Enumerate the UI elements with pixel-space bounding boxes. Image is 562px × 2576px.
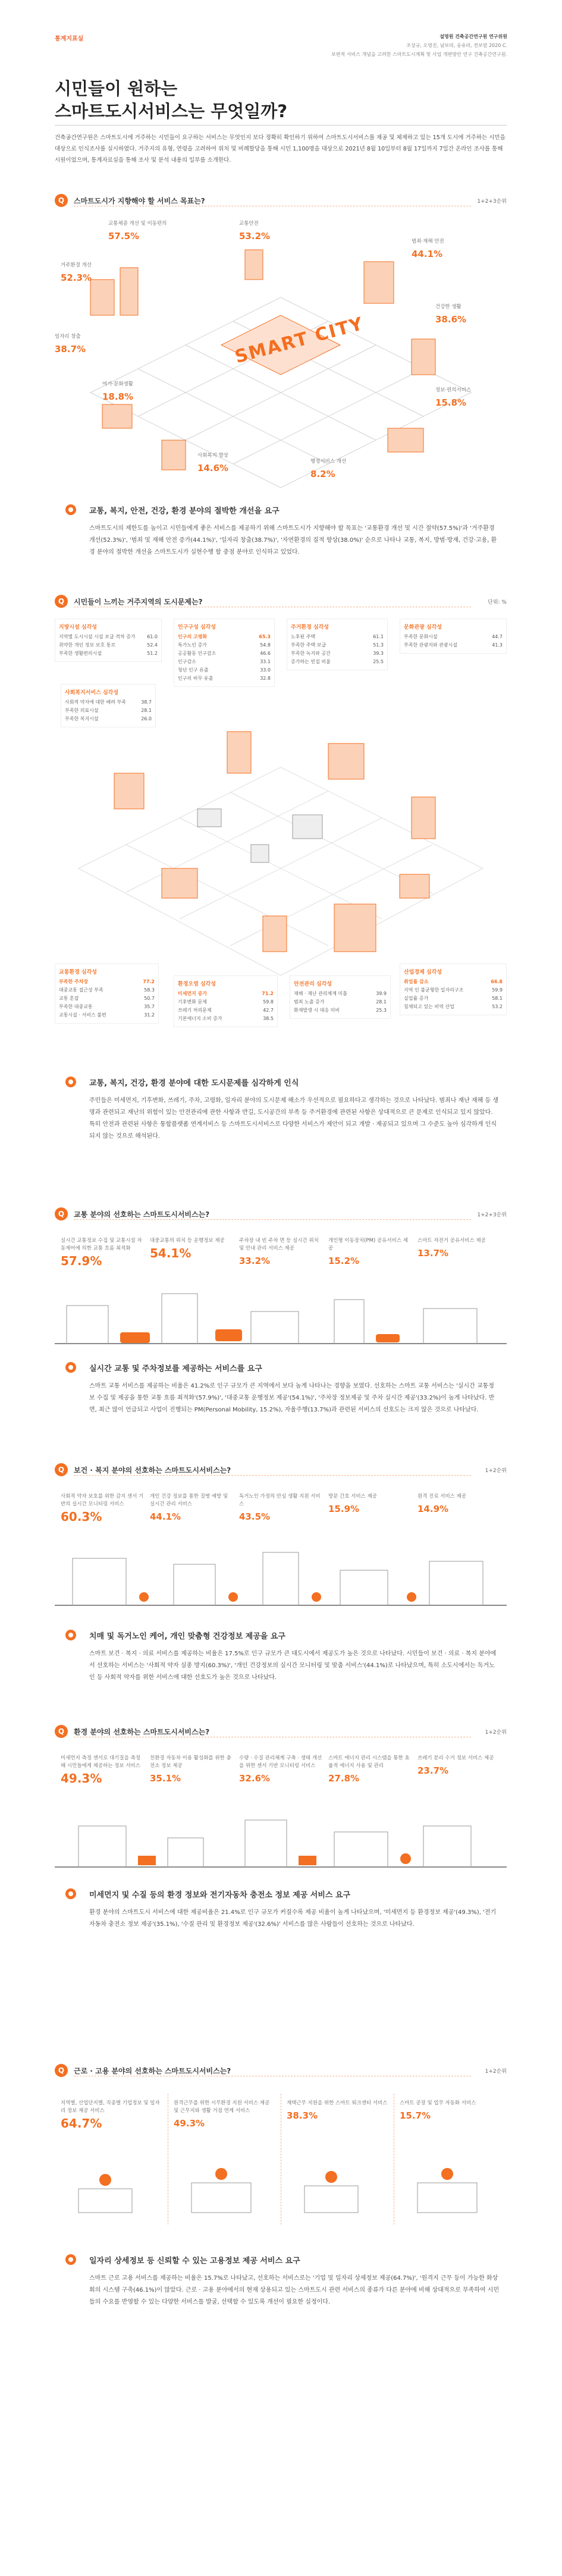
title-line-2: 스마트도시서비스는 무엇일까? <box>55 101 288 121</box>
section-bullet-icon <box>65 1077 76 1087</box>
pref-label: 사회적 약자 보호를 위한 감지 센서 기반의 실시간 모니터링 서비스 <box>61 1493 144 1507</box>
pref-label: 개인 건강 정보를 통한 질병 예방 및 실시간 관리 서비스 <box>150 1493 228 1507</box>
section-bullet-icon <box>65 1888 76 1899</box>
row-value: 50.7 <box>144 996 155 1001</box>
question-text: 스마트도시가 지향해야 할 서비스 목표는? <box>74 197 205 205</box>
section-heading <box>89 1077 500 1088</box>
q-icon: Q <box>55 194 68 207</box>
section-heading <box>89 504 500 516</box>
pref-value: 38.3% <box>287 2110 318 2121</box>
row-value: 26.0 <box>141 716 152 721</box>
heading-text: 미세먼지 및 수질 등의 환경 정보와 전기자동차 충전소 정보 제공 서비스 요구 <box>89 1891 351 1900</box>
health-scene <box>55 1487 507 1606</box>
pref-label: 스마트 자전거 공유서비스 제공 <box>417 1238 486 1244</box>
pref-label: 지역별, 산업단지별, 직종별 기업정보 및 일자리 정보 제공 서비스 <box>61 2100 160 2114</box>
pref-label: 재택근무 지원을 위한 스마트 워크센터 서비스 <box>287 2100 388 2106</box>
pref-item <box>61 1237 144 1269</box>
row-value: 25.5 <box>373 659 384 664</box>
row-label: 부족한 주택 보급 <box>291 642 326 648</box>
row-value: 59.8 <box>263 999 274 1005</box>
card-heading: 산업경제 심각성 <box>404 969 442 975</box>
row-value: 39.3 <box>373 651 384 656</box>
row-label: 부족한 관광지와 관광시설 <box>404 642 458 648</box>
card-row <box>59 633 158 641</box>
environment-scene <box>55 1749 507 1868</box>
row-value: 35.7 <box>144 1004 155 1009</box>
card-heading: 주거환경 심각성 <box>291 625 329 630</box>
section-3 <box>89 1362 500 1416</box>
row-label: 인구의 고령화 <box>178 634 208 639</box>
health-illustration <box>55 1546 507 1606</box>
pref-label: 독거노인 가정의 안심 생활 지원 서비스 <box>239 1493 321 1507</box>
lead-paragraph: 건축공간연구원은 스마트도시에 거주하는 시민들이 요구하는 서비스는 무엇인지 보다 정확히 확인하기 위하여 스마트도시서비스를 제공 및 체제하고 있는 15개 도시에 거주하는 시민을 대상으로 인식조사를 실시하였다. 거주지의 유형, 연령을 고려하여 위치 및 비례할당을 통해 시민 1,100명을 대상으로 2021년 8월 10일부터 8월 17일까지 7일간 온라인 조사를 통해 시원이었으며, 통계자료실을 통해 조사 및 분석 내용의 일부를 소개한다. <box>55 134 506 164</box>
row-value: 32.8 <box>260 676 271 681</box>
card-row <box>59 978 155 986</box>
pref-value: 14.9% <box>417 1504 449 1514</box>
row-value: 42.7 <box>263 1008 274 1013</box>
pref-item <box>150 1493 233 1525</box>
card-row <box>178 990 274 998</box>
row-value: 39.9 <box>376 991 387 996</box>
section-heading <box>89 2254 500 2266</box>
goal-value: 57.5% <box>108 231 140 241</box>
card-row <box>59 986 155 994</box>
row-label: 청년 인구 유출 <box>178 667 209 673</box>
problem-card <box>290 975 391 1019</box>
pref-value: 57.9% <box>61 1254 102 1268</box>
card-row <box>291 633 384 641</box>
row-value: 28.1 <box>141 708 152 713</box>
pref-item <box>61 2100 162 2132</box>
question-text: 환경 분야의 선호하는 스마트도시서비스는? <box>74 1728 210 1736</box>
goal-item <box>435 387 471 411</box>
dashed-line <box>74 1475 471 1476</box>
card-heading: 사회복지서비스 심각성 <box>65 690 119 696</box>
goal-item <box>435 303 466 328</box>
pref-label: 친환경 자동차 이용 활성화를 위한 충전소 정보 제공 <box>150 1755 231 1769</box>
pref-item <box>287 2100 388 2124</box>
row-label: 특가노인 증가 <box>178 642 207 648</box>
row-label: 사회적 약자에 대한 배려 부족 <box>65 699 126 705</box>
section-1 <box>89 504 500 559</box>
row-label: 부족한 주차장 <box>59 979 89 984</box>
heading-text: 교통, 복지, 안전, 건강, 환경 분야의 절박한 개선을 요구 <box>89 507 280 516</box>
problem-card <box>61 684 156 727</box>
question-note: 1+2순위 <box>485 1468 507 1474</box>
row-value: 51.2 <box>147 651 158 656</box>
question-note: 1+2+3순위 <box>477 199 507 205</box>
problem-card <box>55 964 159 1024</box>
question-text: 교통 분야의 선호하는 스마트도시서비스는? <box>74 1210 210 1219</box>
row-label: 기후변화 문제 <box>178 999 207 1005</box>
row-value: 53.2 <box>492 1004 503 1009</box>
goal-value: 18.8% <box>102 391 134 402</box>
row-label: 증가하는 빈집 비율 <box>291 659 331 664</box>
goal-label: 일자리 창출 <box>55 334 81 340</box>
pref-value: 49.3% <box>174 2118 205 2129</box>
row-label: 화재발생 시 대응 미비 <box>294 1008 340 1013</box>
card-heading: 환경오염 심각성 <box>178 981 216 987</box>
goal-item <box>197 452 228 476</box>
row-value: 25.3 <box>376 1008 387 1013</box>
row-value: 58.3 <box>144 987 155 993</box>
problem-card <box>400 964 507 1015</box>
pref-item <box>417 1493 501 1517</box>
card-row <box>291 650 384 658</box>
pref-value: 23.7% <box>417 1765 449 1776</box>
section-heading <box>89 1362 500 1373</box>
goal-label: 여가·문화생활 <box>102 381 133 387</box>
goal-value: 8.2% <box>310 469 335 479</box>
row-value: 52.4 <box>147 642 158 648</box>
card-heading: 문화관광 심각성 <box>404 625 442 630</box>
row-label: 인구의 비무 유출 <box>178 676 214 681</box>
row-label: 대중교통 접근성 부족 <box>59 987 103 993</box>
question-note: 1+2순위 <box>485 2069 507 2075</box>
card-row <box>294 990 387 998</box>
office-illustration <box>55 2159 507 2224</box>
urban-problems-illustration <box>55 619 507 1047</box>
row-label: 실업률 증가 <box>404 996 429 1001</box>
pref-item <box>150 1237 233 1262</box>
pref-value: 33.2% <box>239 1256 271 1266</box>
goal-value: 38.7% <box>55 344 86 354</box>
pref-item <box>174 2100 275 2132</box>
row-label: 부족한 문화시설 <box>404 634 438 639</box>
row-value: 31.2 <box>144 1012 155 1018</box>
card-row <box>404 1003 503 1011</box>
row-label: 교통시설 · 서비스 불편 <box>59 1012 106 1018</box>
goal-value: 14.6% <box>197 463 229 473</box>
row-value: 54.8 <box>260 642 271 648</box>
row-value: 46.6 <box>260 651 271 656</box>
goal-label: 거주환경 개선 <box>61 262 92 268</box>
goal-item <box>412 238 444 262</box>
goal-item <box>102 381 133 405</box>
section-body: 주민들은 미세먼지, 기후변화, 쓰레기, 주차, 고령화, 일자리 분야의 도시문제 해소가 우선적으로 필요하다고 생각하는 것으로 나타났다. 범죄나 재난 재해 등 생명과 관련되고 재난의 위험이 있는 안전관리에 관한 사항과 반길, 도시공간의 부족 등 주거환경에 관련된 사항은 상대적으로 큰 문제로 인식되고 있지 않았다. 특히 안전과 관련된 사항은 통합플랫폼 연계서비스 등 스마트도시서비스로 다양한 서비스가 제안이 되고 개발 · 제공되고 있으며 그 수준도 높아 심각하게 인식되지 않는 것으로 해석된다. <box>89 1097 499 1140</box>
pref-value: 15.2% <box>328 1256 360 1266</box>
environment-illustration <box>55 1808 507 1868</box>
row-label: 지역별 도시시설 시설 보급 격차 증가 <box>59 634 136 639</box>
goal-label: 정보·편의서비스 <box>435 387 472 393</box>
question-5 <box>55 1725 507 1738</box>
card-row <box>59 641 158 650</box>
section-2 <box>89 1077 500 1143</box>
row-value: 33.0 <box>260 667 271 673</box>
goal-value: 52.3% <box>61 272 92 283</box>
row-value: 71.2 <box>262 991 274 996</box>
question-text: 시민들이 느끼는 거주지역의 도시문제는? <box>74 598 203 606</box>
row-value: 33.1 <box>260 659 271 664</box>
pref-item <box>61 1755 144 1787</box>
pref-label: 수량 · 수질 관리체계 구축 · 생태 개선을 위한 센서 기반 모니터링 서비스 <box>239 1755 322 1769</box>
goal-value: 44.1% <box>412 249 443 259</box>
problem-card <box>55 619 162 662</box>
section-heading <box>89 1888 500 1900</box>
section-6 <box>89 2254 500 2308</box>
row-value: 51.3 <box>373 642 384 648</box>
row-label: 침체되고 있는 비역 산업 <box>404 1004 454 1009</box>
goal-value: 38.6% <box>435 314 467 325</box>
card-heading: 교통환경 심각성 <box>59 969 97 975</box>
goal-item <box>239 220 270 244</box>
goal-item <box>310 458 346 482</box>
card-row <box>178 674 271 683</box>
heading-text: 치매 및 독거노인 케어, 개인 맞춤형 건강정보 제공을 요구 <box>89 1632 285 1641</box>
q-icon: Q <box>55 1207 68 1220</box>
goal-label: 교통체증 개선 및 이동편의 <box>108 221 167 227</box>
pref-value: 15.9% <box>328 1504 360 1514</box>
card-row <box>65 698 152 707</box>
section-bullet-icon <box>65 2254 76 2265</box>
row-label: 미세먼지 증가 <box>178 991 208 996</box>
employment-scene <box>55 2094 507 2224</box>
section-body: 스마트 교통 서비스를 제공하는 비율은 41.2%로 인구 규모가 큰 지역에서 보다 높게 나타나는 경향을 보였다. 선호하는 스마트 교통 서비스는 '실시간 교통정보 수집 및 제공을 통한 교통 흐름 최적화'(57.9%)', '대중교통 운행정보 제공'(54.1%)', '주차장 정보제공 및 주차 실시간 제공'(33.2%)이 높게 나타났다. 반면, 최근 많이 언급되고 사업이 진행되는 PM(Personal Mobility, 15.2%), 자율주행(13.7%)과 관련된 서비스의 선호도는 크지 않은 것으로 나타났다. <box>89 1383 495 1413</box>
transport-scene <box>55 1231 507 1344</box>
problem-card <box>174 975 278 1027</box>
pref-label: 실시간 교통정보 수집 및 교통시설 자동제어에 의한 교통 흐름 최적화 <box>61 1238 142 1251</box>
row-label: 취약한 개인 정보 보호 통로 <box>59 642 116 648</box>
card-row <box>291 658 384 666</box>
pref-label: 대중교통의 위치 등 운행정보 제공 <box>150 1238 225 1244</box>
row-value: 38.5 <box>263 1016 274 1021</box>
author-info <box>293 32 507 59</box>
row-value: 61.1 <box>373 634 384 639</box>
pref-item <box>400 2100 501 2124</box>
card-row <box>404 978 503 986</box>
row-value: 28.1 <box>376 999 387 1005</box>
pref-item <box>239 1493 322 1525</box>
card-row <box>59 1003 155 1011</box>
section-4 <box>89 1630 500 1684</box>
card-row <box>294 1006 387 1015</box>
page-title <box>55 77 471 123</box>
card-row <box>65 715 152 723</box>
pref-value: 60.3% <box>61 1510 102 1524</box>
goal-item <box>55 333 86 357</box>
card-heading: 지방시설 심각성 <box>59 625 97 630</box>
q-icon: Q <box>55 1463 68 1476</box>
row-label: 쓰레기 처리문제 <box>178 1008 212 1013</box>
pref-item <box>417 1755 501 1779</box>
card-row <box>65 707 152 715</box>
heading-text: 실시간 교통 및 주차정보를 제공하는 서비스를 요구 <box>89 1364 262 1373</box>
problem-card <box>400 619 507 654</box>
card-row <box>178 1006 274 1015</box>
question-text: 보건 · 복지 분야의 선호하는 스마트도시서비스는? <box>74 1466 231 1474</box>
smart-city-illustration <box>55 214 507 494</box>
row-value: 65.3 <box>259 634 271 639</box>
question-note: 1+2+3순위 <box>477 1212 507 1218</box>
row-value: 44.7 <box>492 634 503 639</box>
card-row <box>294 998 387 1006</box>
card-row <box>178 1015 274 1023</box>
question-note: 1+2순위 <box>485 1730 507 1736</box>
goal-value: 53.2% <box>239 231 271 241</box>
question-3 <box>55 1207 507 1220</box>
row-value: 41.3 <box>492 642 503 648</box>
row-label: 기본에너지 소비 증가 <box>178 1016 222 1021</box>
pref-item <box>328 1237 412 1269</box>
card-row <box>404 633 503 641</box>
row-label: 범죄 노출 증가 <box>294 999 325 1005</box>
pref-value: 13.7% <box>417 1248 449 1259</box>
pref-value: 44.1% <box>150 1511 181 1522</box>
row-label: 재해 · 재난 관리체계 미흡 <box>294 991 347 996</box>
row-value: 59.9 <box>492 987 503 993</box>
section-tag: 통계지표실 <box>55 36 84 42</box>
card-row <box>178 633 271 641</box>
pref-label: 원격근무를 위한 시무환경 지원 서비스 제공 및 근무지와 생활 거점 연계 서비스 <box>174 2100 270 2114</box>
goal-item <box>61 262 92 286</box>
section-bullet-icon <box>65 1630 76 1640</box>
pref-item <box>417 1237 501 1262</box>
card-row <box>291 641 384 650</box>
section-5 <box>89 1888 500 1931</box>
pref-label: 개인형 이동장치(PM) 공유서비스 제공 <box>328 1238 408 1251</box>
author-line-2: 조상규, 오영진, 남보라, 송유라, 전보람 2020 C. <box>406 43 507 48</box>
pref-value: 27.8% <box>328 1773 360 1784</box>
q-icon: Q <box>55 595 68 608</box>
row-label: 부족한 녹지와 공간 <box>291 651 331 656</box>
card-heading: 인구구성 심각성 <box>178 625 216 630</box>
section-body: 환경 분야의 스마트도시 서비스에 대한 제공비율은 21.4%로 인구 규모가 커질수록 제공 비율이 높게 나타났으며, '미세먼지 등 환경정보 제공'(49.3%), '전기자동차 충전소 정보 제공'(35.1%), '수질 관리 및 환경정보 제공'(32.6%)' 서비스를 많은 사람들이 선호하는 것으로 나타났다. <box>89 1909 497 1928</box>
q-icon: Q <box>55 2064 68 2077</box>
section-bullet-icon <box>65 1362 76 1373</box>
goal-value: 15.8% <box>435 397 467 408</box>
pref-value: 32.6% <box>239 1773 271 1784</box>
goal-label: 건강한 생활 <box>435 304 461 310</box>
heading-text: 일자리 상세정보 등 신뢰할 수 있는 고용정보 제공 서비스 요구 <box>89 2257 300 2266</box>
pref-value: 15.7% <box>400 2110 431 2121</box>
pref-label: 쓰레기 분리 수거 정보 서비스 제공 <box>417 1755 494 1761</box>
card-row <box>178 658 271 666</box>
goal-label: 범죄·재해 안전 <box>412 239 444 244</box>
row-value: 77.2 <box>143 979 155 984</box>
smart-city-label: SMART CITY <box>233 313 366 368</box>
street-illustration <box>55 1288 507 1344</box>
row-label: 부족한 의료시설 <box>65 708 99 713</box>
pref-value: 49.3% <box>61 1771 102 1786</box>
row-label: 공공활동 인구감소 <box>178 651 216 656</box>
pref-label: 스마트 에너지 관리 시스템을 통한 효율적 에너지 사용 및 관리 <box>328 1755 410 1769</box>
dashed-line <box>74 1219 471 1220</box>
pref-label: 방문 간호 서비스 제공 <box>328 1493 378 1499</box>
card-row <box>404 986 503 994</box>
card-row <box>178 998 274 1006</box>
goal-label: 교통안전 <box>239 221 259 227</box>
section-heading <box>89 1630 500 1641</box>
row-label: 부족한 대중교통 <box>59 1004 93 1009</box>
goal-item <box>108 220 167 244</box>
pref-item <box>239 1237 322 1269</box>
author-line-3: 보편적 서비스 개념을 고려한 스마트도시계획 및 사업 개편방안 연구 건축공간연구원. <box>331 52 507 57</box>
q-icon: Q <box>55 1725 68 1738</box>
row-label: 인구감소 <box>178 659 196 664</box>
pref-item <box>61 1493 144 1525</box>
question-note: 단위: % <box>488 600 507 605</box>
question-1 <box>55 194 507 207</box>
row-label: 취업률 감소 <box>404 979 429 984</box>
pref-item <box>328 1493 412 1517</box>
row-value: 66.8 <box>491 979 503 984</box>
question-text: 근로 · 고용 분야의 선호하는 스마트도시서비스는? <box>74 2067 231 2075</box>
author-line-1: 설명원 건축공간연구원 연구위원 <box>439 34 507 39</box>
goal-label: 행정서비스 개선 <box>310 459 347 465</box>
pref-label: 미세먼지 측정 센서로 대기질을 측정해 시민들에게 제공하는 정보 서비스 <box>61 1755 140 1769</box>
pref-label: 스마트 공장 및 업무 자동화 서비스 <box>400 2100 476 2106</box>
row-label: 부족한 생활편의시설 <box>59 651 102 656</box>
pref-item <box>239 1755 322 1787</box>
title-line-1: 시민들이 원하는 <box>55 79 178 99</box>
pref-value: 64.7% <box>61 2116 102 2131</box>
pref-value: 35.1% <box>150 1773 181 1784</box>
row-value: 58.1 <box>492 996 503 1001</box>
section-body: 스마트 근로 고용 서비스를 제공하는 비율은 15.7%로 나타났고, 선호하는 서비스로는 '기업 및 일자리 상세정보 제공(64.7%)', '원격지 근무 등이 가능한 화상회의 시스템 구축(46.1%)이 많았다. 근로 · 고용 분야에서의 현재 상용되고 있는 스마트도시 관련 서비스의 종류가 다른 분야에 비해 상대적으로 부족하여 시민들의 수요를 반영할 수 있는 다양한 서비스를 발굴, 선택할 수 있도록 개선이 필요한 실정이다. <box>89 2275 500 2305</box>
heading-text: 교통, 복지, 건강, 환경 분야에 대한 도시문제를 심각하게 인식 <box>89 1079 299 1088</box>
card-row <box>59 994 155 1003</box>
card-row <box>178 666 271 674</box>
goal-label: 사회복지 향상 <box>197 453 228 459</box>
problem-card <box>287 619 388 670</box>
card-row <box>178 641 271 650</box>
question-2 <box>55 595 507 608</box>
row-label: 노후된 주택 <box>291 634 316 639</box>
problem-card <box>174 619 275 687</box>
row-value: 61.0 <box>147 634 158 639</box>
row-label: 부족한 복지시설 <box>65 716 99 721</box>
row-label: 교통 혼잡 <box>59 996 79 1001</box>
question-6 <box>55 2064 507 2077</box>
card-row <box>404 641 503 650</box>
row-label: 지역 인 불균형한 일자리구조 <box>404 987 464 993</box>
pref-label: 원격 진료 서비스 제공 <box>417 1493 467 1499</box>
question-4 <box>55 1463 507 1476</box>
card-heading: 안전관리 심각성 <box>294 981 332 987</box>
pref-value: 54.1% <box>150 1246 191 1260</box>
card-row <box>59 650 158 658</box>
section-body: 스마트 보건 · 복지 · 의료 서비스를 제공하는 비율은 17.5%로 인구 규모가 큰 대도시에서 제공도가 높은 것으로 나타났다. 시민들이 보건 · 의료 · 복지 분야에서 선호하는 서비스는 '사회적 약자 실종 방지(60.3%)', '개인 건강정보의 실시간 모니터링 및 맞춤 서비스'(44.1%)로 나타났으며, 특히 소도시에서는 독거노인 등 사회적 약자를 위한 서비스에 대한 선호도가 높은 것으로 나타났다. <box>89 1651 497 1681</box>
card-row <box>178 650 271 658</box>
card-row <box>59 1011 155 1019</box>
pref-item <box>328 1755 412 1787</box>
section-bullet-icon <box>65 504 76 515</box>
row-value: 38.7 <box>141 699 152 705</box>
pref-value: 43.5% <box>239 1511 271 1522</box>
section-body: 스마트도시의 제한도를 높이고 시민들에게 좋은 서비스를 제공하기 위해 스마트도시가 지향해야 할 목표는 '교통환경 개선 및 시간 절약(57.5%)'과 '거주환경 개선(52.3%)', '범죄 및 재해 안전 증가(44.1%)', '일자리 창출(38.7%)', '자연환경의 질적 향상(38.0%)' 순으로 나타나 교통, 복지, 방범·방재, 건강·고용, 환경 분야의 절박한 개선을 스마트도시가 실현수행 할 중점 분야로 인식하고 있었다. <box>89 525 497 556</box>
card-row <box>404 994 503 1003</box>
pref-item <box>150 1755 233 1787</box>
pref-label: 주차장 내 빈 주차 면 등 실시간 위치 및 안내 관리 서비스 제공 <box>239 1238 319 1251</box>
